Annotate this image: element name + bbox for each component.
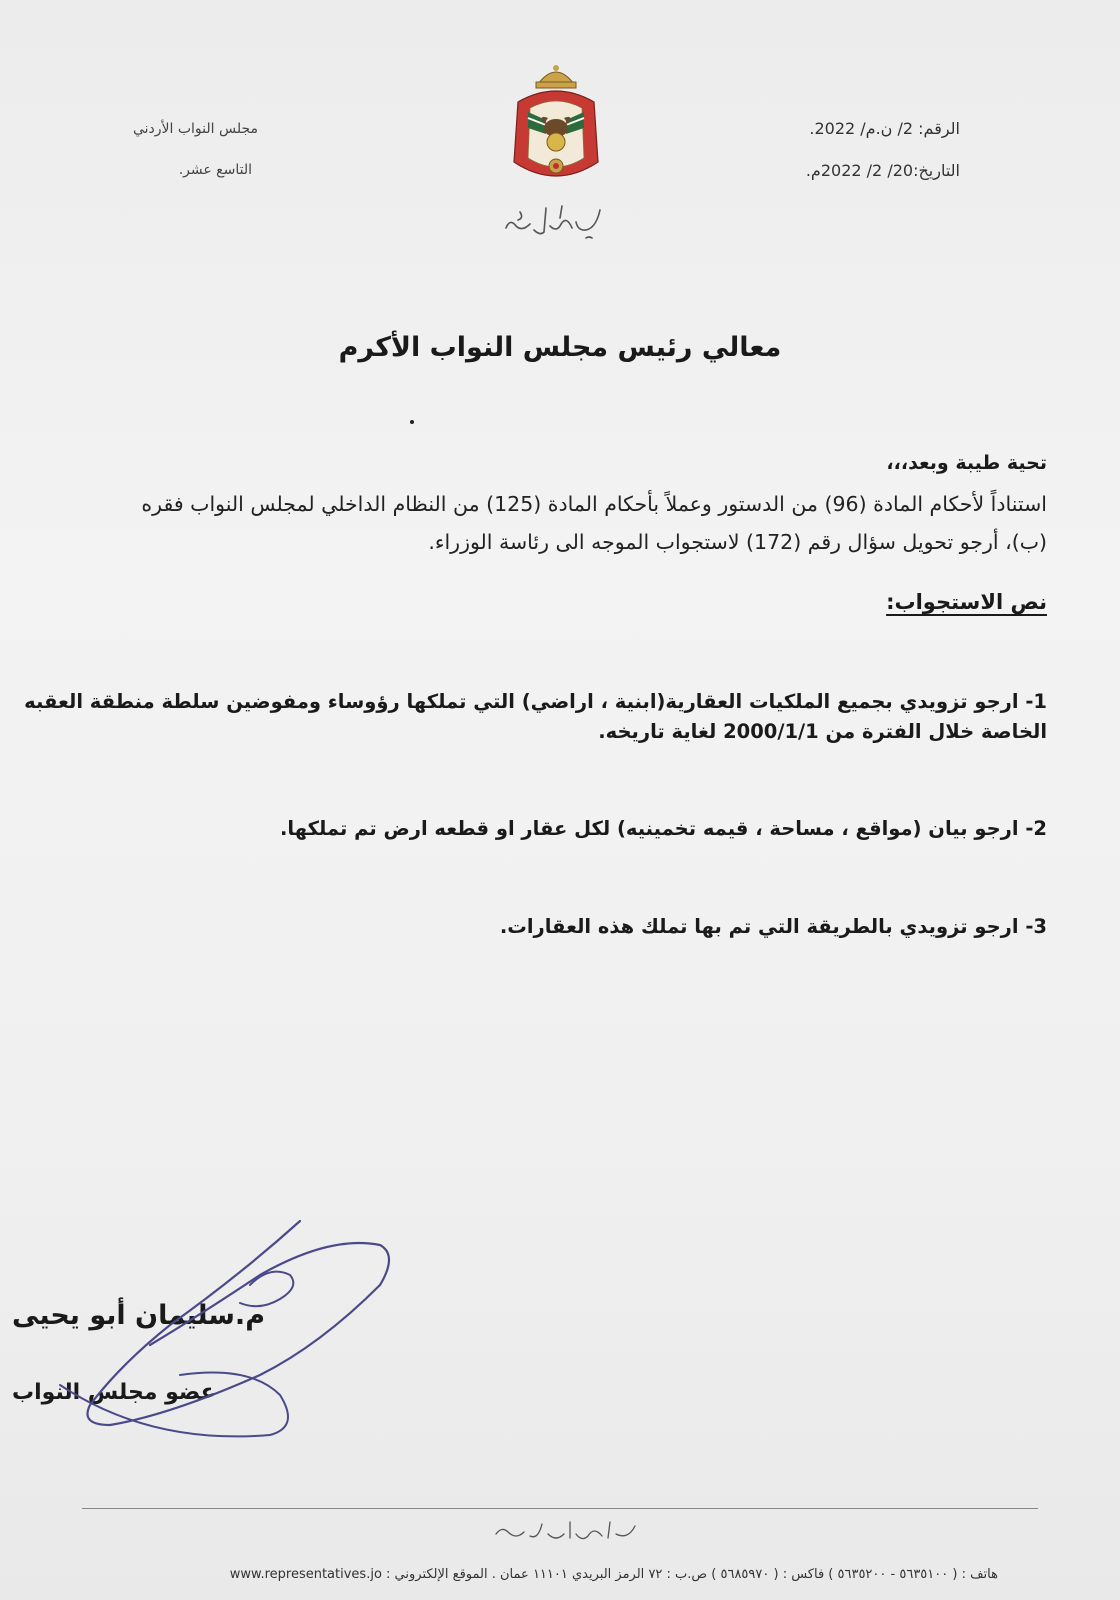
- kingdom-calligraphy-logo: [490, 1516, 640, 1546]
- reference-number: الرقم: 2/ ن.م/ 2022.: [809, 119, 960, 138]
- item-2: 2- ارجو بيان (مواقع ، مساحة ، قيمه تخمينيه) لكل عقار او قطعه ارض تم تملكها.: [280, 817, 1047, 840]
- council-calligraphy-logo: [500, 198, 610, 244]
- footer-divider: [82, 1508, 1038, 1509]
- interpellation-heading: نص الاستجواب:: [886, 590, 1047, 614]
- item-1-line-1: 1- ارجو تزويدي بجميع الملكيات العقارية(ابنية ، اراضي) التي تملكها رؤوساء ومفوضين سلطة منطقة العقبه: [24, 690, 1047, 713]
- organization-name: مجلس النواب الأردني: [132, 121, 258, 137]
- jordan-coat-of-arms-emblem: [508, 62, 604, 192]
- greeting: تحية طيبة وبعد،،،: [886, 452, 1047, 474]
- item-3: 3- ارجو تزويدي بالطريقة التي تم بها تملك هذه العقارات.: [499, 915, 1047, 938]
- letter-date: التاريخ:20/ 2/ 2022م.: [805, 161, 960, 180]
- body-line-1: استناداً لأحكام المادة (96) من الدستور وعملاً بأحكام المادة (125) من النظام الداخلي لمجلس النواب فقره: [141, 492, 1047, 516]
- body-line-2: (ب)، أرجو تحويل سؤال رقم (172) لاستجواب الموجه الى رئاسة الوزراء.: [428, 530, 1047, 554]
- session-number: التاسع عشر.: [178, 162, 252, 178]
- stray-dot: [410, 420, 414, 424]
- handwritten-signature: [0, 1215, 420, 1455]
- addressee-title: معالي رئيس مجلس النواب الأكرم: [338, 332, 782, 363]
- signatory-title: عضو مجلس النواب: [12, 1380, 216, 1405]
- footer-contact-info: هاتف : ( ٥٦٣٥١٠٠ - ٥٦٣٥٢٠٠ ) فاكس : ( ٥٦٨٥٩٧٠ ) ص.ب : ٧٢ الرمز البريدي ١١١٠١ عمان . الموقع الإلكتروني : www.representatives.jo: [229, 1567, 998, 1582]
- item-1-line-2: الخاصة خلال الفترة من 2000/1/1 لغاية تاريخه.: [598, 720, 1047, 743]
- signatory-name: م.سليمان أبو يحيى: [12, 1300, 265, 1331]
